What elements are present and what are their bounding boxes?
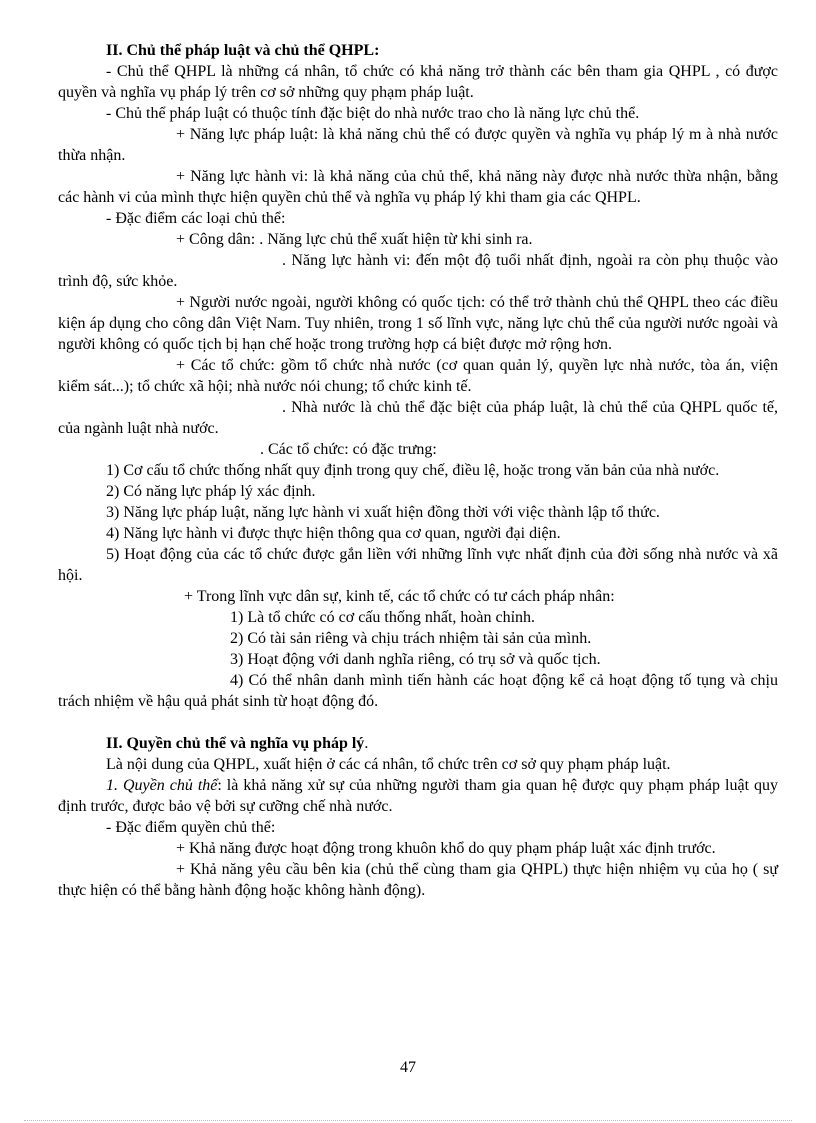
list-item: 3) Hoạt động với danh nghĩa riêng, có trụ sở và quốc tịch. bbox=[230, 651, 601, 668]
list-item: 4) Năng lực hành vi được thực hiện thông qua cơ quan, người đại diện. bbox=[106, 525, 561, 542]
paragraph bbox=[58, 775, 778, 817]
paragraph: + Năng lực hành vi: là khả năng của chủ thể, khả năng này được nhà nước thừa nhận, bằng các hành vi của mình thực hiện quyền chủ thể và nghĩa vụ pháp lý khi tham gia các QHPL. bbox=[58, 168, 778, 206]
paragraph: . Các tổ chức: có đặc trưng: bbox=[260, 441, 437, 458]
paragraph: - Chủ thể QHPL là những cá nhân, tổ chức có khả năng trở thành các bên tham gia QHPL , có được quyền và nghĩa vụ pháp lý trên cơ sở những quy phạm pháp luật. bbox=[58, 63, 778, 101]
list-item: 2) Có năng lực pháp lý xác định. bbox=[106, 483, 316, 500]
italic-term: 1. Quyền chủ thể bbox=[106, 777, 218, 794]
spacer bbox=[58, 712, 778, 733]
paragraph: - Đặc điểm quyền chủ thể: bbox=[106, 819, 276, 836]
section-heading-text: II. Quyền chủ thể và nghĩa vụ pháp lý bbox=[106, 735, 365, 752]
paragraph: + Năng lực pháp luật: là khả năng chủ thể có được quyền và nghĩa vụ pháp lý m à nhà nước thừa nhận. bbox=[58, 126, 778, 164]
list-item: 1) Là tổ chức có cơ cấu thống nhất, hoàn chỉnh. bbox=[230, 609, 536, 626]
paragraph: Là nội dung của QHPL, xuất hiện ở các cá nhân, tổ chức trên cơ sở quy phạm pháp luật. bbox=[106, 756, 671, 773]
footer-divider bbox=[24, 1120, 792, 1121]
list-item: 3) Năng lực pháp luật, năng lực hành vi xuất hiện đồng thời với việc thành lập tổ thức. bbox=[106, 504, 660, 521]
paragraph: - Đặc điểm các loại chủ thể: bbox=[106, 210, 286, 227]
list-item: 1) Cơ cấu tổ chức thống nhất quy định trong quy chế, điều lệ, hoặc trong văn bản của nhà nước. bbox=[106, 462, 720, 479]
paragraph: + Khả năng yêu cầu bên kia (chủ thể cùng tham gia QHPL) thực hiện nhiệm vụ của họ ( sự thực hiện có thể bằng hành động hoặc không hành động). bbox=[58, 861, 778, 899]
section-heading bbox=[58, 733, 778, 754]
heading-suffix: . bbox=[364, 735, 369, 752]
section-heading: II. Chủ thể pháp luật và chủ thể QHPL: bbox=[106, 42, 380, 59]
list-item: 2) Có tài sản riêng và chịu trách nhiệm tài sản của mình. bbox=[230, 630, 592, 647]
paragraph: + Trong lĩnh vực dân sự, kinh tế, các tổ chức có tư cách pháp nhân: bbox=[184, 588, 615, 605]
paragraph: . Nhà nước là chủ thể đặc biệt của pháp luật, là chủ thể của QHPL quốc tế, của ngành luật nhà nước. bbox=[58, 399, 778, 437]
paragraph-rest: : là khả năng xử sự của những người tham gia quan hệ được quy phạm pháp luật quy định trước, được bảo vệ bởi sự cưỡng chế nhà nước. bbox=[58, 777, 778, 815]
document-page bbox=[58, 40, 778, 901]
page-number: 47 bbox=[400, 1059, 416, 1076]
paragraph: + Công dân: . Năng lực chủ thể xuất hiện từ khi sinh ra. bbox=[176, 231, 533, 248]
paragraph: + Khả năng được hoạt động trong khuôn khổ do quy phạm pháp luật xác định trước. bbox=[176, 840, 716, 857]
paragraph: . Năng lực hành vi: đến một độ tuổi nhất định, ngoài ra còn phụ thuộc vào trình độ, sức khỏe. bbox=[58, 252, 778, 290]
paragraph: - Chủ thể pháp luật có thuộc tính đặc biệt do nhà nước trao cho là năng lực chủ thể. bbox=[106, 105, 640, 122]
list-item: 4) Có thể nhân danh mình tiến hành các hoạt động kể cả hoạt động tố tụng và chịu trách nhiệm về hậu quả phát sinh từ hoạt động đó. bbox=[58, 672, 778, 710]
paragraph: + Người nước ngoài, người không có quốc tịch: có thể trở thành chủ thể QHPL theo các điều kiện áp dụng cho công dân Việt Nam. Tuy nhiên, trong 1 số lĩnh vực, năng lực chủ thể của người nước ngoài và người không có quốc tịch bị hạn chế hoặc trong trường hợp cá biệt được mở rộng hơn. bbox=[58, 294, 778, 353]
paragraph: + Các tổ chức: gồm tổ chức nhà nước (cơ quan quản lý, quyền lực nhà nước, tòa án, viện kiểm sát...); tổ chức xã hội; nhà nước nói chung; tổ chức kinh tế. bbox=[58, 357, 778, 395]
list-item: 5) Hoạt động của các tổ chức được gắn liền với những lĩnh vực nhất định của đời sống nhà nước và xã hội. bbox=[58, 546, 778, 584]
